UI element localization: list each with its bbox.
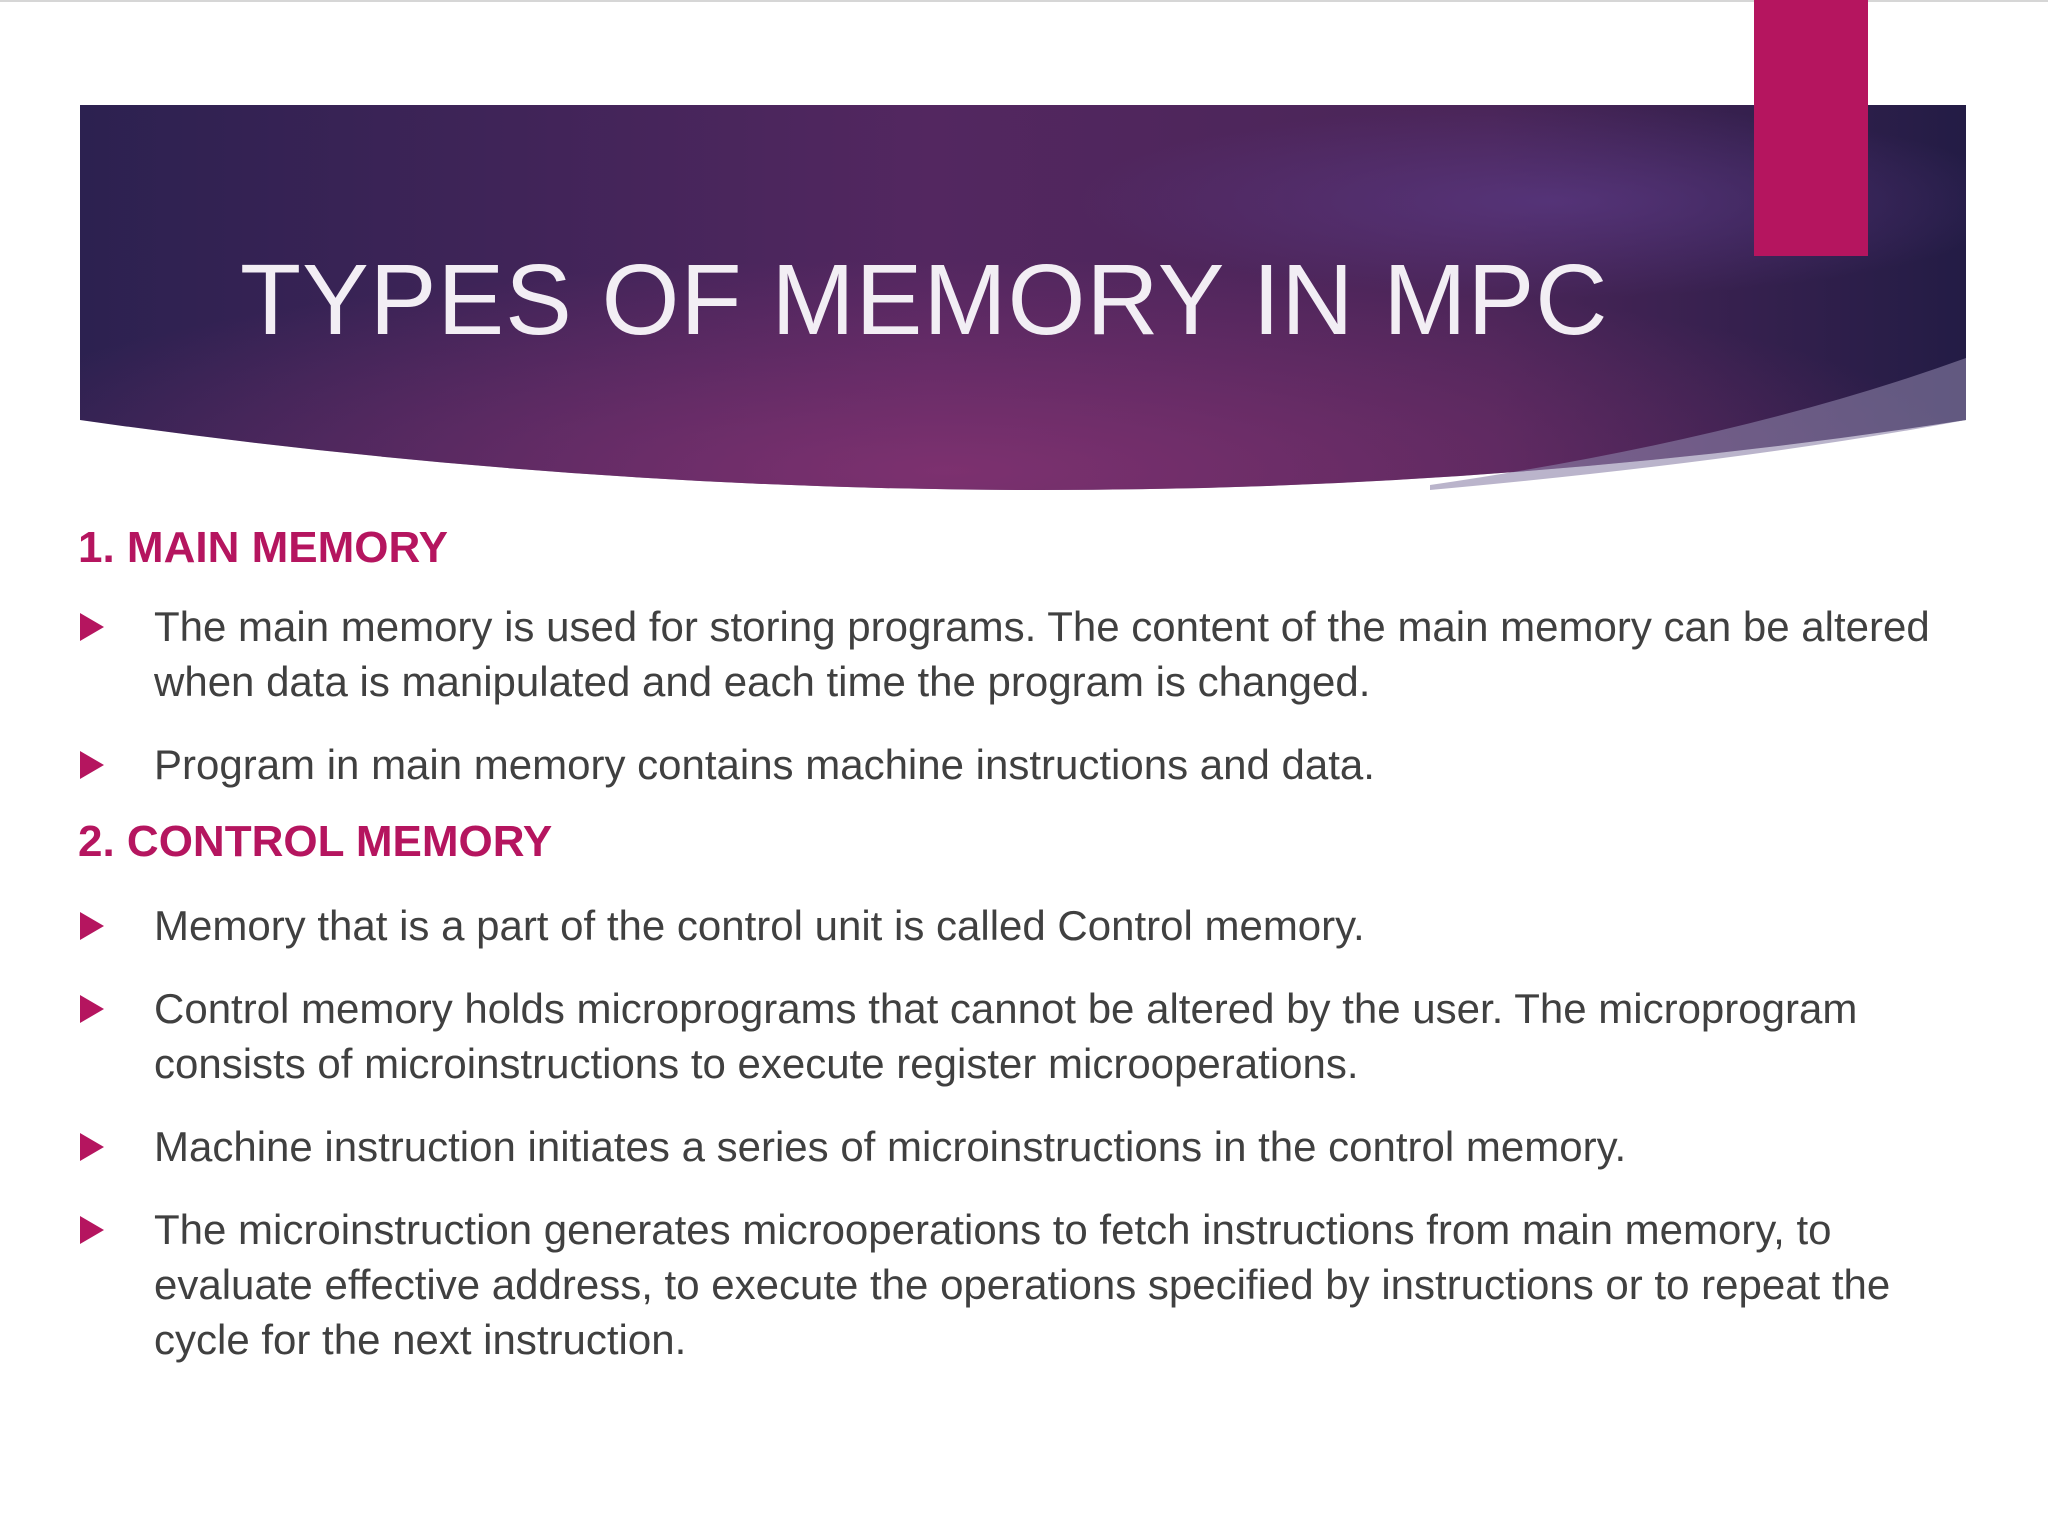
slide-content xyxy=(78,520,1978,1367)
list-item xyxy=(78,599,1978,709)
list-item xyxy=(78,1119,1978,1174)
list-item xyxy=(78,898,1978,953)
bullet-text: Memory that is a part of the control unit is called Control memory. xyxy=(154,902,1365,949)
section-heading-control-memory: 2. CONTROL MEMORY xyxy=(78,817,553,866)
control-memory-bullets xyxy=(78,898,1978,1367)
triangle-right-icon xyxy=(80,613,104,641)
triangle-right-icon xyxy=(80,1216,104,1244)
bullet-text: Control memory holds microprograms that cannot be altered by the user. The microprogram consists of microinstructions to execute register microoperations. xyxy=(154,985,1858,1087)
triangle-right-icon xyxy=(80,912,104,940)
bullet-text: Program in main memory contains machine instructions and data. xyxy=(154,741,1375,788)
bullet-text: The main memory is used for storing programs. The content of the main memory can be altered when data is manipulated and each time the program is changed. xyxy=(154,603,1930,705)
bullet-text: Machine instruction initiates a series of microinstructions in the control memory. xyxy=(154,1123,1627,1170)
section-heading-main-memory: 1. MAIN MEMORY xyxy=(78,523,448,572)
main-memory-bullets xyxy=(78,599,1978,792)
triangle-right-icon xyxy=(80,1133,104,1161)
slide-title: TYPES OF MEMORY IN MPC xyxy=(240,244,1609,356)
list-item xyxy=(78,1202,1978,1367)
bullet-text: The microinstruction generates microoperations to fetch instructions from main memory, to evaluate effective address, to execute the operations specified by instructions or to repeat the cycle for the next instruction. xyxy=(154,1206,1891,1363)
triangle-right-icon xyxy=(80,995,104,1023)
list-item xyxy=(78,981,1978,1091)
triangle-right-icon xyxy=(80,751,104,779)
list-item xyxy=(78,737,1978,792)
accent-tab xyxy=(1754,0,1868,256)
